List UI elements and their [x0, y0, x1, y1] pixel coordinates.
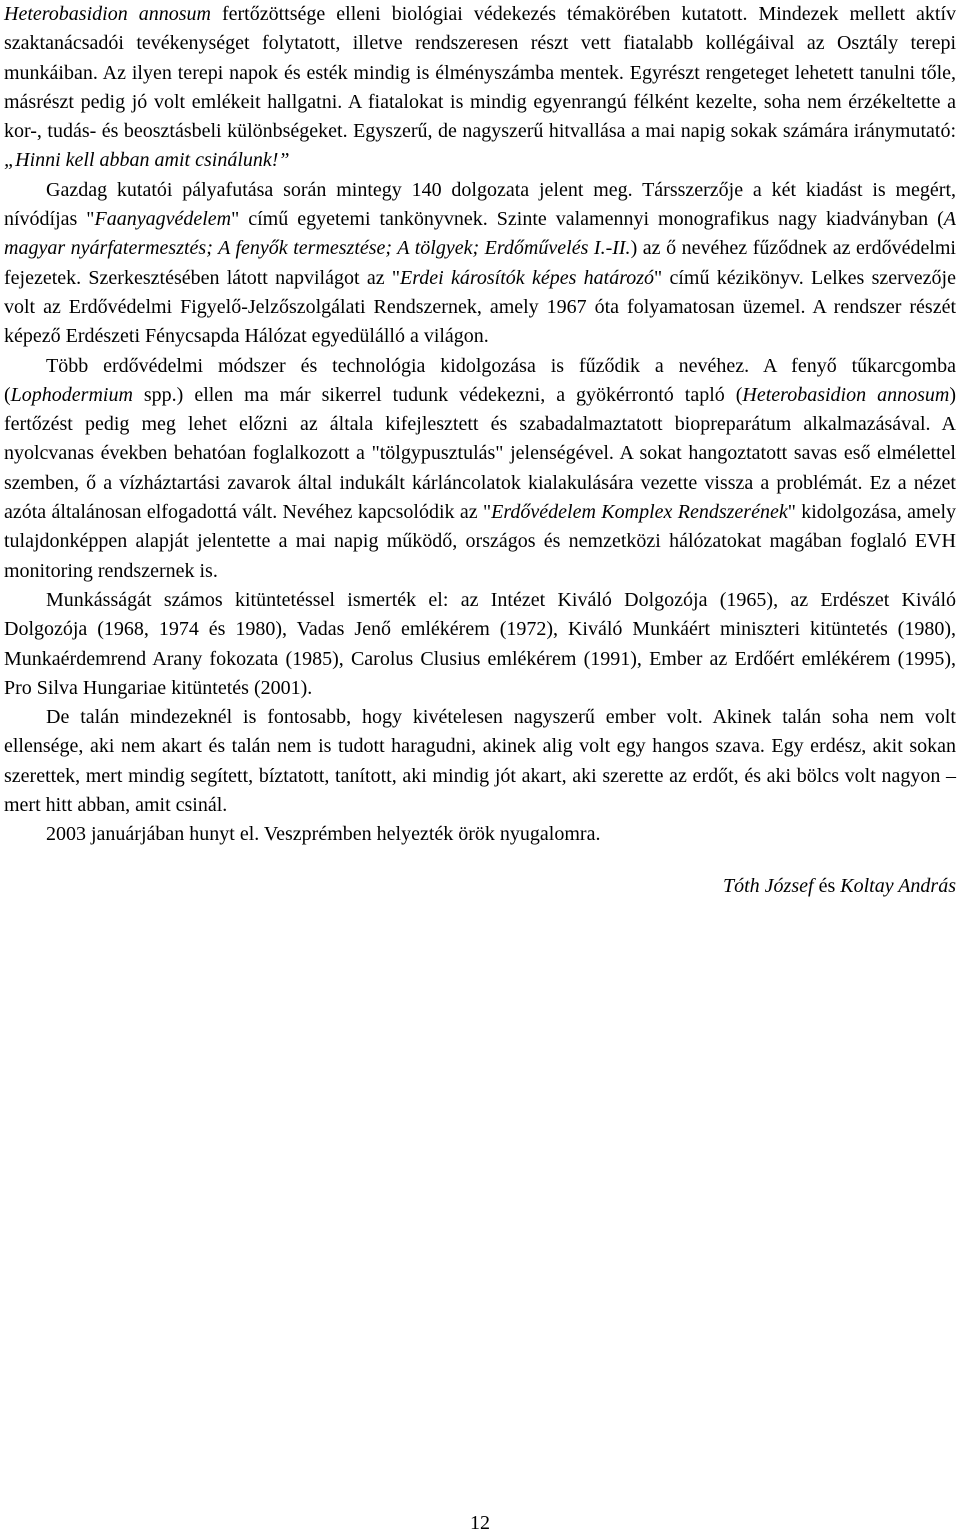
paragraph-methods [4, 352, 956, 586]
paragraph-text: ) az ő nevéhez fűződnek az erdővédelmi fejezetek. Szerkesztésében látott napvilágot az " [4, 237, 956, 289]
paragraph-text: " című egyetemi tankönyvnek. Szinte valamennyi monografikus nagy kiadványban ( [231, 208, 944, 231]
species-name: Heterobasidion annosum [742, 383, 950, 406]
paragraph-text: 2003 januárjában hunyt el. Veszprémben helyezték örök nyugalomra. [46, 823, 601, 846]
author-name: Tóth József [723, 874, 814, 897]
species-name: Lophodermium [10, 383, 133, 406]
paragraph-text: Gazdag kutatói pályafutása során mintegy 140 dolgozata jelent meg. Társszerzője a két kiadást is megért, nívódíjas " [4, 178, 956, 231]
paragraph-text: Munkásságát számos kitüntetéssel ismerték el: az Intézet Kiváló Dolgozója (1965), az Erdészet Kiváló Dolgozója (1968, 1974 és 1980), Vadas Jenő emlékérem (1972), Kiváló Munkáért miniszteri kitüntetés (1980), Munkaérdemrend Arany fokozata (1985), Carolus Clusius emlékérem (1991), Ember az Erdőért emlékérem (1995), Pro Silva Hungariae kitüntetés (2001). [4, 588, 956, 699]
handbook-title: Erdei károsítók képes határozó [400, 266, 655, 289]
paragraph-research-intro [4, 0, 956, 176]
paragraph-text: spp.) ellen ma már sikerrel tudunk védekezni, a gyökérrontó tapló ( [132, 383, 743, 406]
paragraph-text: fertőzöttsége elleni biológiai védekezés témakörében kutatott. Mindezek mellett aktív szaktanácsadói tevékenységet folytatott, illetve rendszeresen részt vett fiatalabb kollégáival az Osztály terepi munkáiban. Az ilyen terepi napok és esték mindig is élményszámba mentek. Egyrészt rengeteget lehetett tanulni tőle, másrészt pedig jó volt emlékeit hallgatni. A fiatalokat is mindig egyenrangú félként kezelte, soha nem érzékeltette a kor-, tudás- és beosztásbeli különbségeket. Egyszerű, de nagyszerű hitvallása a mai napig sokak számára iránymutató: [4, 3, 957, 143]
paragraph-character [4, 703, 956, 820]
system-title: Erdővédelem Komplex Rendszerének [491, 501, 788, 524]
signature [4, 872, 956, 901]
paragraph-text: De talán mindezeknél is fontosabb, hogy kivételesen nagyszerű ember volt. Akinek talán soha nem volt ellensége, aki nem akart és talán nem is tudott haragudni, akinek alig volt egy hangos szava. Egy erdész, akit sokan szerettek, mert mindig segített, bíztatott, tanított, aki mindig jót akart, aki szerette az erdőt, és aki bölcs volt nagyon – mert hitt abban, amit csinál. [4, 706, 956, 817]
paragraph-awards [4, 586, 956, 703]
author-name: Koltay András [840, 874, 956, 897]
paragraph-text: " kidolgozása, amely tulajdonképpen alapját jelentette a mai napig működő, országos és nemzetközi hálózatokat magában foglaló EVH monitoring rendszernek is. [4, 501, 957, 582]
paragraph-death [4, 820, 956, 849]
paragraph-text: Több erdővédelmi módszer és technológia kidolgozása is fűződik a nevéhez. A fenyő tűkarcgomba ( [4, 354, 956, 406]
monograph-titles: A magyar nyárfatermesztés; A fenyők termesztése; A tölgyek; Erdőművelés I.-II. [4, 208, 957, 260]
signature-conjunction: és [813, 874, 841, 897]
page-number: 12 [470, 1512, 490, 1534]
document-page [4, 0, 956, 901]
book-title: Faanyagvédelem [94, 208, 232, 231]
species-name: Heterobasidion annosum [4, 3, 211, 25]
paragraph-text: ) fertőzést pedig meg lehet előzni az általa kifejlesztett és szabadalmaztatott biopreparátum alkalmazásával. A nyolcvanas években behatóan foglalkozott a "tölgypusztulás" jelenségével. A sokat hangoztatott savas eső elmélettel szemben, ő a vízháztartási zavarok által indukált kárláncolatok kialakulására vezette vissza a problémát. Ez a nézet azóta általánosan elfogadottá vált. Nevéhez kapcsolódik az " [4, 383, 956, 524]
paragraph-publications [4, 176, 956, 352]
motto-quote: „Hinni kell abban amit csinálunk!” [4, 149, 290, 172]
paragraph-text: " című kézikönyv. Lelkes szervezője volt az Erdővédelmi Figyelő-Jelzőszolgálati Rendszernek, amely 1967 óta folyamatosan üzemel. A rendszer részét képező Erdészeti Fénycsapda Hálózat egyedülálló a világon. [4, 266, 956, 348]
